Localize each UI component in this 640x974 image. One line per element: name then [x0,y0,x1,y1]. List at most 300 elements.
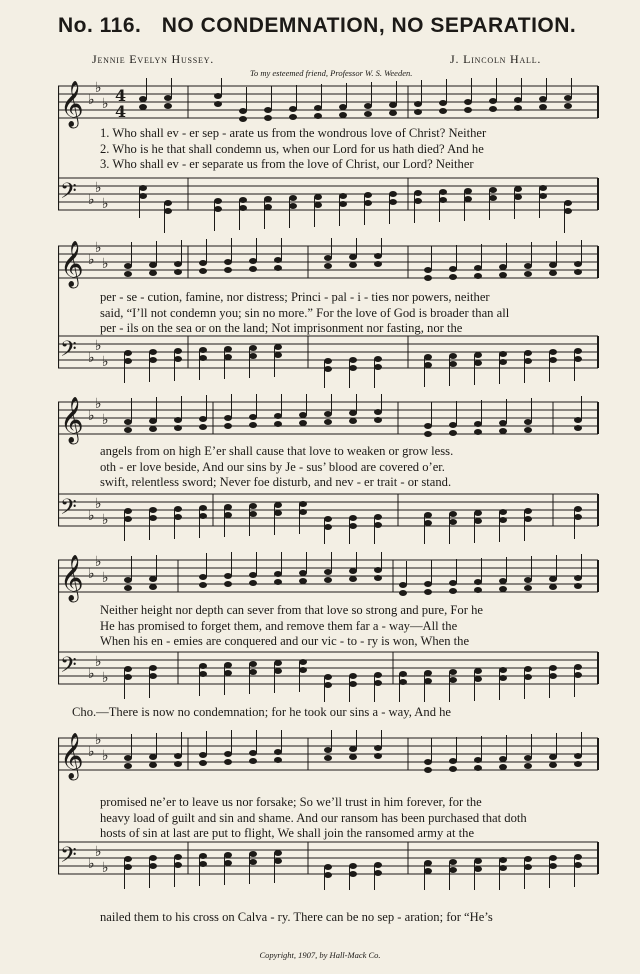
note-head [439,197,447,203]
verse-line: angels from on high E’er shall cause that love to weaken or grow less. [100,444,454,458]
flat-icon: ♭ [88,744,95,760]
note-head [549,855,557,861]
flat-icon: ♭ [102,256,109,272]
note-head [549,262,557,268]
note-head [524,508,532,514]
note-head [424,423,432,429]
note-head [324,516,332,522]
note-head [224,512,232,518]
note-head [374,522,382,528]
note-head [424,275,432,281]
note-head [124,350,132,356]
note-head [499,764,507,770]
note-head [349,523,357,529]
note-head [524,763,532,769]
note-head [349,254,357,260]
note-head [474,866,482,872]
note-head [449,266,457,272]
note-head [214,198,222,204]
note-head [224,415,232,421]
chorus-line-1: Cho.—There is now no condemnation; for he took our sins a - way, And he [72,705,452,719]
note-head [524,358,532,364]
note-head [424,512,432,518]
bass-clef-icon: 𝄢 [60,495,77,525]
note-head [439,189,447,195]
note-head [449,422,457,428]
note-head [524,263,532,269]
note-head [489,195,497,201]
note-head [124,419,132,425]
note-head [474,668,482,674]
note-head [439,108,447,114]
note-head [499,420,507,426]
note-head [524,427,532,433]
note-head [199,355,207,361]
flat-icon: ♭ [95,654,102,670]
note-head [524,864,532,870]
note-head [474,518,482,524]
note-head [289,203,297,209]
note-head [249,758,257,764]
note-head [314,202,322,208]
note-head [199,752,207,758]
note-head [424,362,432,368]
note-head [464,107,472,113]
note-head [389,191,397,197]
note-head [564,200,572,206]
flat-icon: ♭ [88,252,95,268]
copyright-notice: Copyright, 1907, by Hall-Mack Co. [259,950,381,960]
note-head [499,675,507,681]
note-head [424,589,432,595]
note-head [199,260,207,266]
note-head [374,261,382,267]
note-head [349,576,357,582]
note-head [489,187,497,193]
note-head [364,103,372,109]
note-head [339,193,347,199]
note-head [164,200,172,206]
note-head [224,423,232,429]
note-head [424,860,432,866]
flat-icon: ♭ [95,844,102,860]
flat-icon: ♭ [95,80,102,96]
note-head [299,570,307,576]
note-head [574,506,582,512]
note-head [489,106,497,112]
note-head [124,763,132,769]
note-head [199,574,207,580]
note-head [239,108,247,114]
note-head [574,348,582,354]
note-head [524,585,532,591]
note-head [449,353,457,359]
note-head [424,767,432,773]
flat-icon: ♭ [102,570,109,586]
flat-icon: ♭ [95,554,102,570]
note-head [349,673,357,679]
note-head [374,870,382,876]
note-head [424,431,432,437]
note-head [424,868,432,874]
note-head [514,97,522,103]
note-head [324,747,332,753]
note-head [374,364,382,370]
note-head [324,682,332,688]
note-head [549,270,557,276]
note-head [299,412,307,418]
bass-clef-icon: 𝄢 [60,179,77,209]
note-head [124,427,132,433]
lyrics-block-5 [100,795,600,842]
note-head [564,95,572,101]
note-head [374,745,382,751]
note-head [574,575,582,581]
note-head [549,863,557,869]
verse-line: 2. Who is he that shall condemn us, when our Lord for us hath died? And he [100,141,484,156]
flat-icon: ♭ [88,856,95,872]
note-head [149,418,157,424]
note-head [364,200,372,206]
treble-clef-icon: 𝄞 [60,241,84,287]
note-head [549,576,557,582]
note-head [339,112,347,118]
note-head [324,255,332,261]
note-head [574,761,582,767]
time-signature: 4 [115,102,127,121]
note-head [124,271,132,277]
note-head [474,510,482,516]
note-head [349,365,357,371]
note-head [574,753,582,759]
note-head [199,505,207,511]
verse-line: per - se - cution, famine, nor distress; Princi - pal - i - ties nor powers, neither [100,290,490,304]
note-head [514,194,522,200]
note-head [499,586,507,592]
flat-icon: ♭ [88,408,95,424]
note-head [174,417,182,423]
note-head [199,268,207,274]
note-head [174,356,182,362]
note-head [549,349,557,355]
note-head [199,760,207,766]
note-head [174,425,182,431]
note-head [449,519,457,525]
note-head [414,190,422,196]
note-head [299,501,307,507]
note-head [299,420,307,426]
note-head [149,262,157,268]
bass-clef-icon: 𝄢 [60,843,77,873]
verse-line: 3. Who shall ev - er separate us from the love of Christ, our Lord? Neither [100,157,474,171]
flat-icon: ♭ [88,508,95,524]
note-head [464,188,472,194]
flat-icon: ♭ [88,666,95,682]
note-head [499,865,507,871]
note-head [489,98,497,104]
note-head [524,666,532,672]
note-head [449,580,457,586]
note-head [324,366,332,372]
note-head [524,577,532,583]
note-head [249,414,257,420]
note-head [399,582,407,588]
note-head [474,352,482,358]
verse-line: He has promised to forget them, and remove them far a - way—All the [100,618,458,633]
note-head [449,677,457,683]
note-head [199,671,207,677]
note-head [374,753,382,759]
note-head [424,267,432,273]
note-head [449,758,457,764]
note-head [499,509,507,515]
note-head [199,853,207,859]
note-head [274,749,282,755]
note-head [374,567,382,573]
hymn-number: No. 116. [58,14,142,37]
note-head [324,411,332,417]
note-head [424,759,432,765]
note-head [264,196,272,202]
note-head [399,679,407,685]
note-head [199,582,207,588]
note-head [424,354,432,360]
note-head [249,258,257,264]
note-head [499,428,507,434]
note-head [449,766,457,772]
note-head [274,660,282,666]
note-head [274,257,282,263]
note-head [274,510,282,516]
note-head [214,206,222,212]
note-head [374,575,382,581]
note-head [574,672,582,678]
note-head [389,102,397,108]
note-head [474,579,482,585]
note-head [574,664,582,670]
note-head [449,430,457,436]
note-head [174,261,182,267]
note-head [264,204,272,210]
note-head [289,195,297,201]
note-head [474,273,482,279]
note-head [199,416,207,422]
note-head [449,669,457,675]
note-head [314,113,322,119]
note-head [124,508,132,514]
note-head [274,579,282,585]
lyrics-block-2 [100,290,600,337]
verse-line: heavy load of guilt and sin and shame. And our ransom has been purchased that doth [100,810,527,825]
note-head [249,750,257,756]
note-head [274,344,282,350]
note-head [374,680,382,686]
note-head [474,858,482,864]
note-head [524,350,532,356]
note-head [289,106,297,112]
note-head [249,503,257,509]
lyrics-block-3 [100,444,600,491]
time-signature: 4 [115,86,127,105]
note-head [249,661,257,667]
note-head [174,753,182,759]
composer-credit: J. Lincoln Hall. [450,52,542,66]
note-head [224,354,232,360]
hymn-title: NO CONDEMNATION, NO SEPARATION. [161,14,577,37]
flat-icon: ♭ [95,240,102,256]
note-head [149,515,157,521]
note-head [324,755,332,761]
note-head [339,201,347,207]
note-head [224,670,232,676]
note-head [249,851,257,857]
note-head [499,272,507,278]
note-head [149,357,157,363]
note-head [339,104,347,110]
flat-icon: ♭ [102,860,109,876]
note-head [224,759,232,765]
note-head [314,105,322,111]
note-head [324,674,332,680]
note-head [314,194,322,200]
note-head [499,578,507,584]
note-head [249,859,257,865]
note-head [124,755,132,761]
verse-line: said, “I’ll not condemn you; sin no more.” For the love of God is broader than all [100,305,510,320]
note-head [149,855,157,861]
note-head [374,356,382,362]
note-head [449,867,457,873]
treble-clef-icon: 𝄞 [60,555,84,601]
note-head [374,417,382,423]
note-head [249,580,257,586]
note-head [224,751,232,757]
verse-line: swift, relentless sword; Never foe disturb, and nev - er trait - or stand. [100,475,452,489]
lyrics-block-4 [100,603,600,650]
note-head [364,111,372,117]
note-head [239,197,247,203]
note-head [274,850,282,856]
note-head [124,516,132,522]
verse-line: When his en - emies are conquered and our vic - to - ry is won, When the [100,634,470,648]
note-head [214,93,222,99]
treble-clef-icon: 𝄞 [60,733,84,779]
lyricist-credit: Jennie Evelyn Hussey. [92,52,215,66]
note-head [574,356,582,362]
note-head [299,578,307,584]
verse-line: Neither height nor depth can sever from that love so strong and pure, For he [100,603,483,617]
bass-clef-icon: 𝄢 [60,653,77,683]
note-head [399,590,407,596]
note-head [539,193,547,199]
note-head [199,347,207,353]
note-head [349,262,357,268]
note-head [449,361,457,367]
note-head [464,99,472,105]
note-head [274,413,282,419]
note-head [124,864,132,870]
note-head [199,424,207,430]
note-head [264,107,272,113]
flat-icon: ♭ [102,96,109,112]
note-head [449,274,457,280]
note-head [224,267,232,273]
hymn-title-line [58,14,618,38]
note-head [249,669,257,675]
note-head [539,185,547,191]
flat-icon: ♭ [102,748,109,764]
flat-icon: ♭ [102,196,109,212]
flat-icon: ♭ [95,396,102,412]
bass-clef-icon: 𝄢 [60,337,77,367]
note-head [224,860,232,866]
note-head [349,746,357,752]
note-head [124,577,132,583]
note-head [549,584,557,590]
note-head [524,856,532,862]
dedication: To my esteemed friend, Professor W. S. Weeden. [250,68,413,78]
flat-icon: ♭ [88,92,95,108]
note-head [324,577,332,583]
note-head [464,196,472,202]
note-head [499,667,507,673]
note-head [149,576,157,582]
verse-line: oth - er love beside, And our sins by Je - sus’ blood are covered o’er. [100,459,445,474]
note-head [499,756,507,762]
note-head [224,259,232,265]
note-head [249,345,257,351]
note-head [424,581,432,587]
note-head [499,264,507,270]
note-head [149,863,157,869]
flat-icon: ♭ [95,180,102,196]
note-head [349,357,357,363]
note-head [449,859,457,865]
note-head [164,103,172,109]
note-head [564,103,572,109]
note-head [264,115,272,121]
note-head [139,96,147,102]
note-head [574,269,582,275]
note-head [574,862,582,868]
note-head [399,671,407,677]
note-head [249,572,257,578]
note-head [224,662,232,668]
note-head [474,757,482,763]
note-head [574,417,582,423]
note-head [474,421,482,427]
note-head [164,208,172,214]
note-head [499,517,507,523]
note-head [499,857,507,863]
note-head [274,571,282,577]
flat-icon: ♭ [95,732,102,748]
note-head [199,513,207,519]
note-head [499,351,507,357]
note-head [374,514,382,520]
note-head [274,858,282,864]
note-head [149,665,157,671]
note-head [574,583,582,589]
note-head [364,192,372,198]
note-head [239,116,247,122]
flat-icon: ♭ [95,496,102,512]
note-head [124,585,132,591]
note-head [349,681,357,687]
note-head [149,270,157,276]
verse-line: hosts of sin at last are put to flight, We shall join the ransomed army at the [100,826,475,840]
note-head [239,205,247,211]
